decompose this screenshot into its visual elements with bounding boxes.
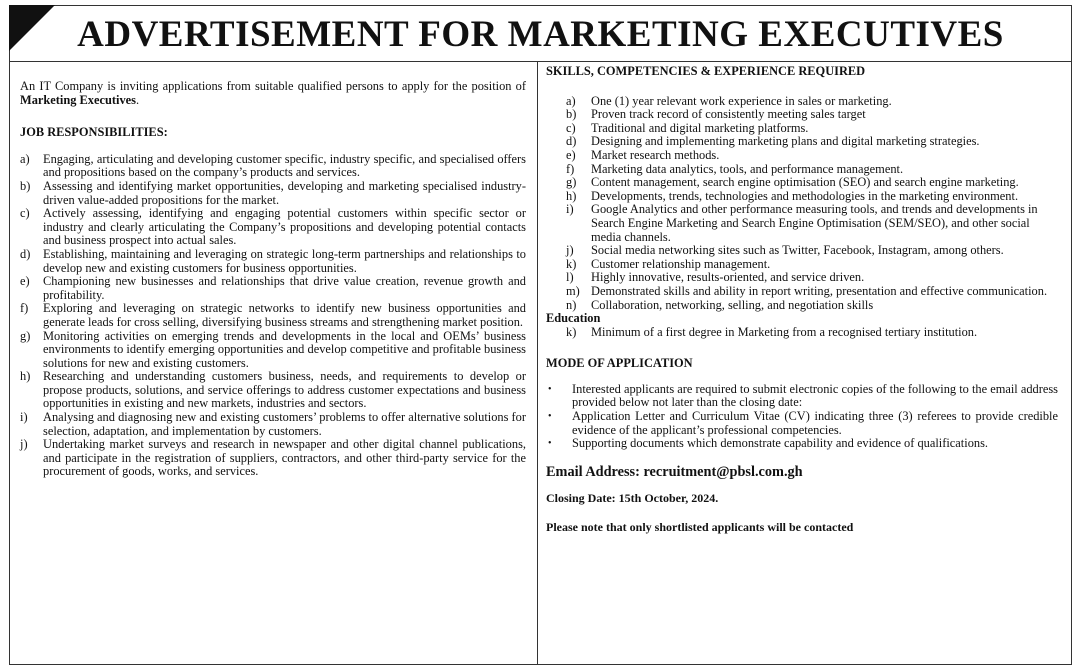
item-text: Google Analytics and other performance measuring tools, and trends and developments in Search Engine Marketing and Search Engine Optimisation (SEM/SEO), and other social media channels. bbox=[591, 202, 1038, 244]
item-text: Marketing data analytics, tools, and performance management. bbox=[591, 161, 904, 176]
page-title: ADVERTISEMENT FOR MARKETING EXECUTIVES bbox=[77, 14, 1004, 55]
item-label: i) bbox=[20, 410, 28, 425]
item-label: c) bbox=[20, 206, 30, 221]
item-text: Championing new businesses and relationships that drive value creation, revenue growth and profitability. bbox=[43, 274, 526, 302]
application-heading: MODE OF APPLICATION bbox=[546, 356, 693, 371]
left-column bbox=[20, 80, 526, 479]
bullet-icon: • bbox=[548, 438, 552, 450]
email-label: Email Address: bbox=[546, 463, 640, 480]
item-text: Highly innovative, results-oriented, and service driven. bbox=[591, 270, 865, 285]
item-label: k) bbox=[566, 324, 577, 339]
item-label: c) bbox=[566, 120, 576, 135]
bullet-icon: • bbox=[548, 383, 552, 395]
item-text: Customer relationship management. bbox=[591, 256, 771, 271]
list-item bbox=[546, 271, 1058, 285]
item-label: h) bbox=[566, 188, 577, 203]
skills-list bbox=[546, 95, 1058, 313]
title-divider bbox=[9, 61, 1072, 62]
education-heading: Education bbox=[546, 311, 601, 326]
item-label: l) bbox=[566, 270, 574, 285]
item-label: n) bbox=[566, 297, 577, 312]
item-text: One (1) year relevant work experience in sales or marketing. bbox=[591, 93, 892, 108]
right-column bbox=[546, 65, 1058, 535]
item-text: Demonstrated skills and ability in report writing, presentation and effective communication. bbox=[591, 283, 1048, 298]
item-text: Developments, trends, technologies and methodologies in the marketing environment. bbox=[591, 188, 1019, 203]
list-item bbox=[546, 258, 1058, 272]
item-label: j) bbox=[566, 243, 574, 258]
list-item bbox=[546, 135, 1058, 149]
list-item bbox=[546, 285, 1058, 299]
item-label: b) bbox=[566, 107, 577, 122]
item-text: Assessing and identifying market opportunities, developing and marketing specialised industry-driven value-added propositions for the market. bbox=[43, 178, 526, 207]
item-text: Social media networking sites such as Twitter, Facebook, Instagram, among others. bbox=[591, 243, 1004, 258]
list-item bbox=[546, 190, 1058, 204]
list-item bbox=[20, 411, 526, 438]
bullet-icon: • bbox=[548, 411, 552, 423]
application-list bbox=[546, 383, 1058, 451]
item-text: Exploring and leveraging on strategic networks to identify new business opportunities and generate leads for cross selling, diversifying business streams and strengthening market position. bbox=[43, 301, 526, 329]
list-item bbox=[20, 153, 526, 180]
list-item bbox=[20, 438, 526, 479]
education-list bbox=[546, 326, 1058, 340]
list-item bbox=[20, 330, 526, 371]
item-label: d) bbox=[20, 246, 31, 261]
application-item bbox=[546, 437, 1058, 451]
item-text: Collaboration, networking, selling, and negotiation skills bbox=[591, 297, 874, 312]
item-text: Supporting documents which demonstrate capability and evidence of qualifications. bbox=[572, 436, 989, 451]
item-label: j) bbox=[20, 437, 28, 452]
list-item bbox=[20, 248, 526, 275]
item-text: Market research methods. bbox=[591, 147, 720, 162]
shortlist-note: Please note that only shortlisted applicants will be contacted bbox=[546, 520, 854, 535]
item-label: d) bbox=[566, 134, 577, 149]
item-text: Engaging, articulating and developing customer specific, industry specific, and specialised offers and propositions based on the company’s products and services. bbox=[43, 151, 526, 180]
list-item bbox=[20, 275, 526, 302]
item-label: e) bbox=[566, 147, 576, 162]
item-text: Undertaking market surveys and research in newspaper and other digital channel publications, and participate in the registration of suppliers, contractors, and other third-party service for the procurement of goods, works, and services. bbox=[43, 437, 526, 479]
item-text: Establishing, maintaining and leveraging on strategic long-term partnerships and relationships to develop new and existing customers for business opportunities. bbox=[43, 246, 526, 275]
intro-position: Marketing Executives bbox=[20, 92, 136, 107]
responsibilities-heading: JOB RESPONSIBILITIES: bbox=[20, 125, 168, 140]
list-item bbox=[546, 122, 1058, 136]
list-item bbox=[20, 207, 526, 248]
item-text: Traditional and digital marketing platforms. bbox=[591, 120, 809, 135]
list-item bbox=[546, 326, 1058, 340]
list-item bbox=[20, 370, 526, 411]
list-item bbox=[546, 163, 1058, 177]
item-text: Application Letter and Curriculum Vitae (CV) indicating three (3) referees to provide credible evidence of the applicant’s professional competencies. bbox=[572, 409, 1058, 437]
item-text: Researching and understanding customers business, needs, and requirements to develop or propose products, solutions, and service offerings to address customer expectations and business opportunities in existing and new markets, industries and sectors. bbox=[43, 369, 526, 411]
item-label: f) bbox=[566, 161, 575, 176]
item-text: Monitoring activities on emerging trends and developments in the local and OEMs’ business environments to identify emerging opportunities and develop competitive and profitable business solutions for new and existing customers. bbox=[43, 328, 526, 370]
item-label: i) bbox=[566, 202, 574, 217]
item-text: Designing and implementing marketing plans and digital marketing strategies. bbox=[591, 134, 980, 149]
item-label: a) bbox=[566, 93, 576, 108]
intro-end: . bbox=[135, 92, 140, 107]
application-item bbox=[546, 410, 1058, 437]
list-item bbox=[20, 180, 526, 207]
intro-text: An IT Company is inviting applications from suitable qualified persons to apply for the position of bbox=[20, 79, 526, 93]
list-item bbox=[546, 244, 1058, 258]
item-text: Actively assessing, identifying and engaging potential customers within specific sector or industry and clearly articulating the Company’s propositions and developing potential contacts and business prospect into actual sales. bbox=[43, 206, 526, 248]
email-line bbox=[546, 464, 1058, 480]
list-item bbox=[546, 108, 1058, 122]
item-text: Content management, search engine optimisation (SEO) and search engine marketing. bbox=[591, 175, 1019, 190]
item-label: m) bbox=[566, 283, 580, 298]
application-item bbox=[546, 383, 1058, 410]
item-label: b) bbox=[20, 178, 31, 193]
skills-heading: SKILLS, COMPETENCIES & EXPERIENCE REQUIRED bbox=[546, 64, 866, 78]
item-text: Proven track record of consistently meeting sales target bbox=[591, 107, 866, 122]
item-text: Minimum of a first degree in Marketing from a recognised tertiary institution. bbox=[591, 324, 978, 339]
item-text: Interested applicants are required to submit electronic copies of the following to the email address provided below not later than the closing date: bbox=[572, 381, 1058, 410]
list-item bbox=[546, 176, 1058, 190]
intro-paragraph bbox=[20, 80, 526, 107]
responsibilities-list bbox=[20, 153, 526, 479]
list-item bbox=[546, 149, 1058, 163]
item-label: a) bbox=[20, 151, 30, 166]
column-divider bbox=[537, 61, 538, 665]
item-label: k) bbox=[566, 256, 577, 271]
item-label: g) bbox=[20, 328, 31, 343]
list-item bbox=[20, 302, 526, 329]
item-label: e) bbox=[20, 274, 30, 289]
list-item bbox=[546, 203, 1058, 244]
item-text: Analysing and diagnosing new and existing customers’ problems to offer alternative solutions for selection, adaptation, and implementation by customers. bbox=[43, 410, 526, 438]
list-item bbox=[546, 299, 1058, 313]
item-label: h) bbox=[20, 369, 31, 384]
item-label: f) bbox=[20, 301, 29, 316]
list-item bbox=[546, 95, 1058, 109]
item-label: g) bbox=[566, 175, 577, 190]
closing-date: Closing Date: 15th October, 2024. bbox=[546, 490, 719, 505]
email-address[interactable]: recruitment@pbsl.com.gh bbox=[643, 463, 803, 480]
